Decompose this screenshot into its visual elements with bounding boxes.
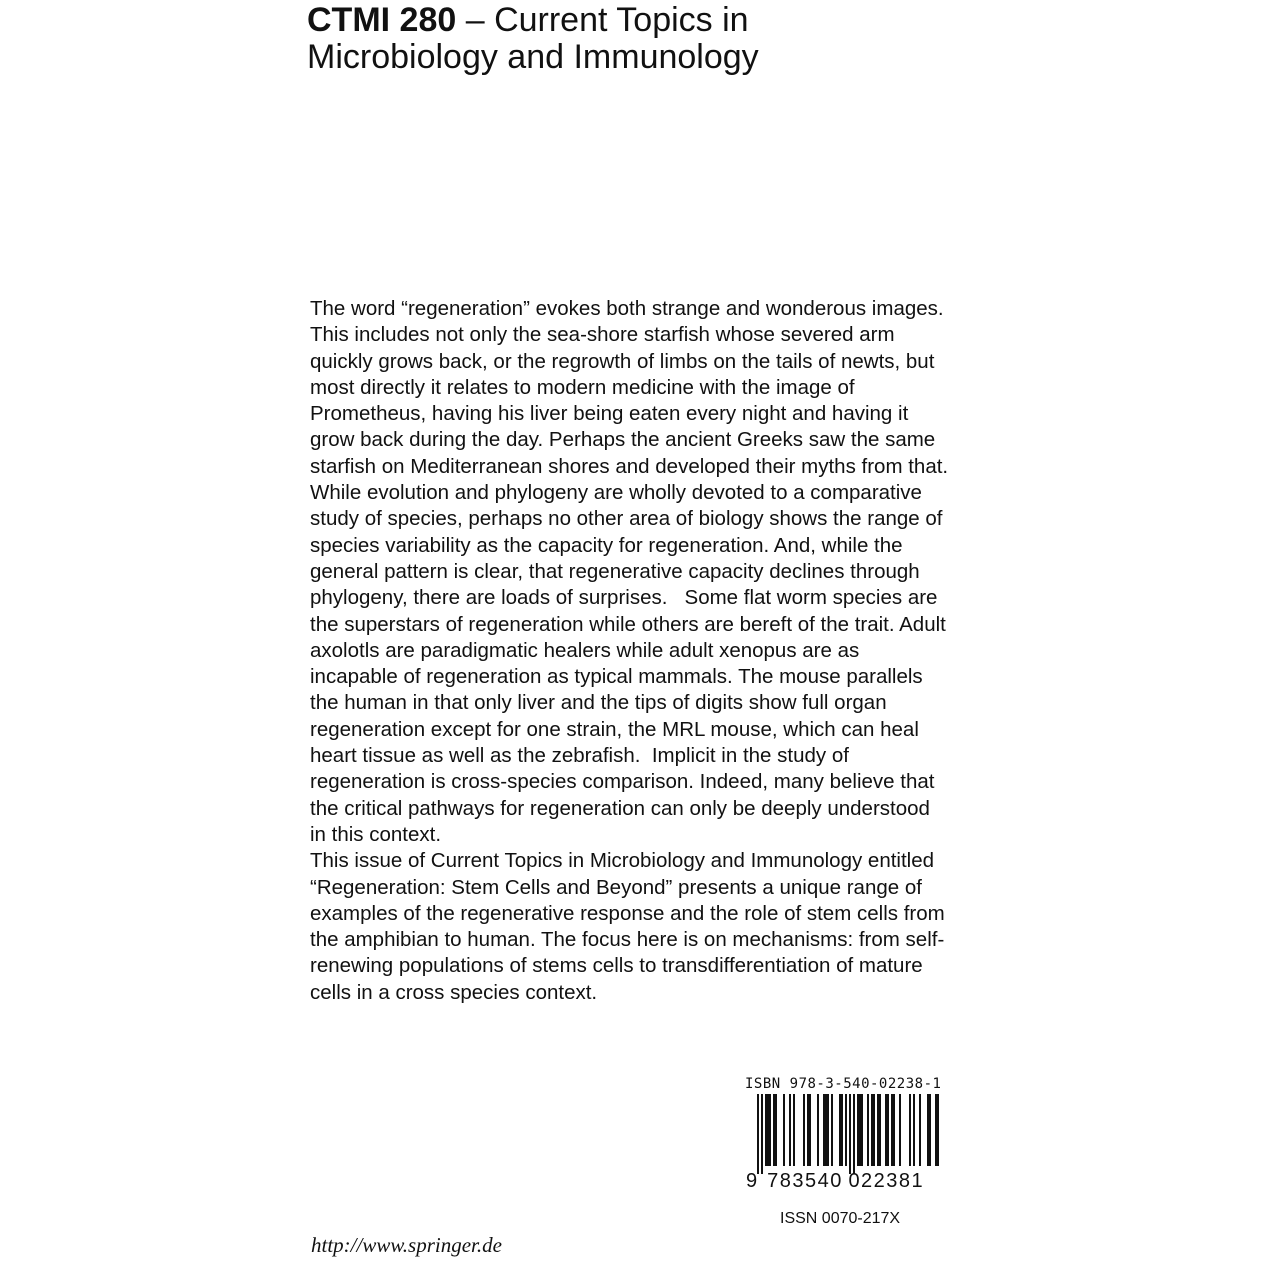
barcode-bar xyxy=(873,1094,875,1166)
barcode-bar xyxy=(775,1094,777,1166)
barcode-bar xyxy=(929,1094,931,1166)
publisher-url[interactable]: http://www.springer.de xyxy=(311,1233,502,1257)
barcode-bar xyxy=(845,1094,847,1166)
barcode-bar xyxy=(879,1094,881,1166)
book-title xyxy=(307,2,1007,76)
barcode-bar xyxy=(853,1094,855,1174)
barcode-digit-group-2: 022381 xyxy=(848,1170,925,1192)
barcode-bar xyxy=(789,1094,791,1166)
barcode-bar xyxy=(793,1094,795,1166)
barcode-bar xyxy=(877,1094,879,1166)
barcode-bar xyxy=(859,1094,861,1166)
barcode-lead-digit: 9 xyxy=(746,1170,758,1192)
barcode-bar xyxy=(927,1094,929,1166)
barcode-bar xyxy=(857,1094,859,1166)
title-line-1 xyxy=(307,2,1007,39)
barcode-bar xyxy=(769,1094,771,1166)
barcode-bar xyxy=(849,1094,851,1174)
barcode-image xyxy=(745,1094,940,1174)
isbn-label: ISBN 978-3-540-02238-1 xyxy=(745,1076,942,1092)
barcode-bar xyxy=(773,1094,775,1166)
series-number: CTMI 280 xyxy=(307,1,457,39)
barcode-bar xyxy=(827,1094,829,1166)
barcode-bar xyxy=(809,1094,811,1166)
barcode-bar xyxy=(935,1094,937,1166)
barcode-bar xyxy=(757,1094,759,1174)
barcode-bar xyxy=(891,1094,893,1166)
title-line-2: Microbiology and Immunology xyxy=(307,38,759,76)
barcode-bar xyxy=(825,1094,827,1166)
barcode-bar xyxy=(839,1094,841,1166)
title-text-1: Current Topics in xyxy=(494,1,749,39)
barcode-bar xyxy=(767,1094,769,1166)
barcode-digit-group-1: 783540 xyxy=(767,1170,843,1192)
barcode-bar xyxy=(841,1094,843,1166)
barcode-bar xyxy=(831,1094,833,1166)
description-paragraph: The word “regeneration” evokes both strange and wonderous images. This includes not only the sea-shore starfish whose severed arm quickly grows back, or the regrowth of limbs on the tails of newts, but most directly it relates to modern medicine with the image of Prometheus, having his liver being eaten every night and having it grow back during the day. Perhaps the ancient Greeks saw the same starfish on Mediterranean shores and developed their myths from that. xyxy=(310,297,949,478)
barcode-bar xyxy=(807,1094,809,1166)
barcode-bar xyxy=(913,1094,915,1166)
barcode-bar xyxy=(817,1094,819,1166)
barcode-bar xyxy=(899,1094,901,1166)
barcode-bar xyxy=(823,1094,825,1166)
description-paragraph: While evolution and phylogeny are wholly devoted to a comparative study of species, perhaps no other area of biology shows the range of species variability as the capacity for regeneration. And, while the general pattern is clear, that regenerative capacity declines through phylogeny, there are loads of surprises. Some flat worm species are the superstars of regeneration while others are bereft of the trait. Adult axolotls are paradigmatic healers while adult xenopus are as incapable of regeneration as typical mammals. The mouse parallels the human in that only liver and the tips of digits show full organ regeneration except for one strain, the MRL mouse, which can heal heart tissue as well as the zebrafish. Implicit in the study of regeneration is cross-species comparison. Indeed, many believe that the critical pathways for regeneration can only be deeply understood in this context. xyxy=(310,481,952,846)
barcode-bar xyxy=(861,1094,863,1166)
barcode-bar xyxy=(885,1094,887,1166)
barcode-bar xyxy=(761,1094,763,1174)
barcode-bar xyxy=(887,1094,889,1166)
barcode-bar xyxy=(765,1094,767,1166)
barcode-bar xyxy=(783,1094,785,1166)
barcode-bar xyxy=(909,1094,911,1166)
barcode-bar xyxy=(871,1094,873,1166)
barcode-bar xyxy=(867,1094,869,1166)
back-cover-description xyxy=(310,296,950,1006)
title-separator: – xyxy=(456,1,495,39)
issn-number: ISSN 0070-217X xyxy=(780,1210,901,1227)
barcode-bar xyxy=(919,1094,921,1166)
description-paragraph: This issue of Current Topics in Microbiology and Immunology entitled “Regeneration: Stem Cells and Beyond” presents a unique range of examples of the regenerative response and the role of stem cells from the amphibian to human. The focus here is on mechanisms: from self-renewing populations of stems cells to transdifferentiation of mature cells in a cross species context. xyxy=(310,849,951,1004)
barcode-bar xyxy=(937,1094,939,1166)
barcode-bar xyxy=(803,1094,805,1166)
barcode-bar xyxy=(893,1094,895,1166)
barcode-digits xyxy=(746,1170,924,1193)
